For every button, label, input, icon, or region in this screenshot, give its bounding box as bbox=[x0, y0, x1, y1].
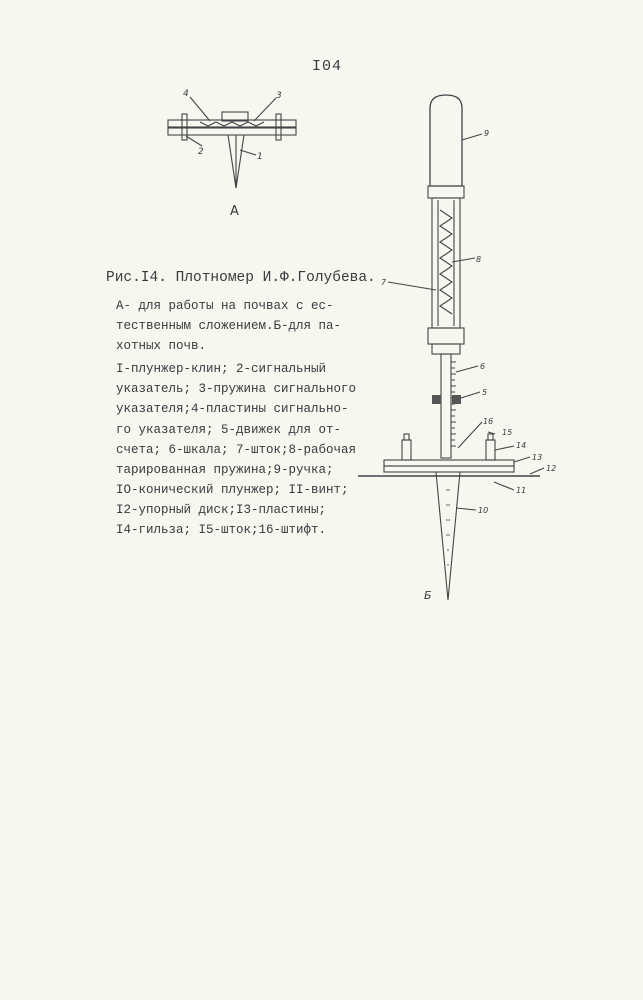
figure-a-callout-1: 1 bbox=[257, 152, 263, 162]
caption-line: тественным сложением.Б-для па- bbox=[116, 319, 342, 334]
figure-b-callout-12: 12 bbox=[546, 464, 557, 473]
figure-a-label: А bbox=[230, 204, 239, 219]
caption-line: хотных почв. bbox=[116, 339, 207, 354]
figure-b-label: Б bbox=[424, 589, 432, 602]
figure-b-callout-14: 14 bbox=[516, 441, 527, 450]
figure-b-callout-11: 11 bbox=[516, 486, 527, 495]
caption-line: IO-конический плунжер; II-винт; bbox=[116, 482, 349, 497]
figure-a-callout-2: 2 bbox=[198, 147, 204, 157]
figure-b-callout-8: 8 bbox=[476, 255, 482, 264]
figure-b-callout-15: 15 bbox=[502, 428, 513, 437]
caption-line: указателя;4-пластины сигнально- bbox=[116, 402, 349, 417]
caption-line: I4-гильза; I5-шток;16-штифт. bbox=[116, 523, 327, 538]
figure-b-callout-10: 10 bbox=[478, 506, 489, 515]
caption-line: счета; 6-шкала; 7-шток;8-рабочая bbox=[116, 442, 357, 457]
caption-line: I-плунжер-клин; 2-сигнальный bbox=[116, 362, 327, 377]
figure-b-callout-5: 5 bbox=[482, 388, 488, 397]
figure-b-callout-16: 16 bbox=[483, 417, 494, 426]
caption-line: I2-упорный диск;I3-пластины; bbox=[116, 502, 327, 517]
figure-b-callout-9: 9 bbox=[484, 129, 490, 138]
figure-a-callout-3: 3 bbox=[276, 91, 282, 101]
page-number: I04 bbox=[312, 58, 343, 75]
caption-line: го указателя; 5-движек для от- bbox=[116, 422, 342, 437]
caption-line: А- для работы на почвах с ес- bbox=[116, 299, 334, 313]
figure-b-callout-6: 6 bbox=[480, 362, 486, 371]
caption-line: тарированная пружина;9-ручка; bbox=[116, 462, 334, 477]
figure-b-callout-7: 7 bbox=[381, 278, 387, 287]
figure-caption-body bbox=[116, 296, 378, 540]
figure-caption-title: Рис.I4. Плотномер И.Ф.Голубева. bbox=[106, 270, 376, 286]
figure-b-callout-13: 13 bbox=[532, 453, 543, 462]
caption-line: указатель; 3-пружина сигнального bbox=[116, 382, 357, 397]
figure-a-callout-4: 4 bbox=[183, 89, 189, 99]
